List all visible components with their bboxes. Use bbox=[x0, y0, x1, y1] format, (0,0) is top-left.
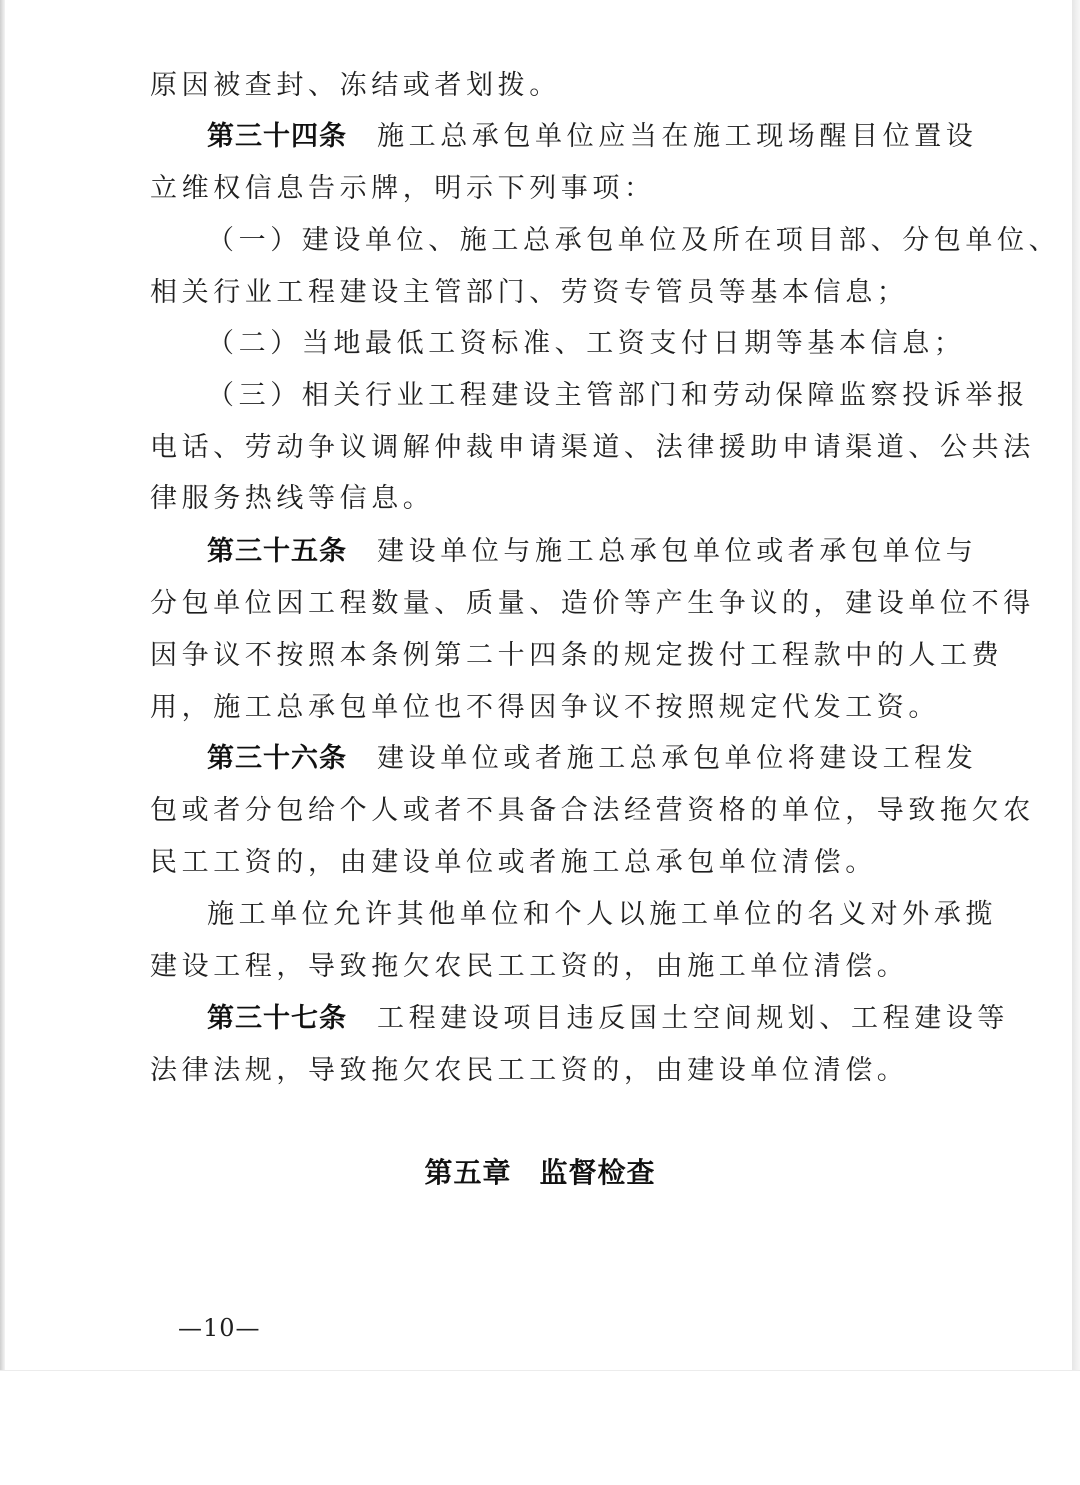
list-item-3: （三）相关行业工程建设主管部门和劳动保障监察投诉举报 bbox=[207, 380, 1029, 411]
text-line: 原因被查封、冻结或者划拨。 bbox=[150, 70, 561, 101]
article-34-text: 施工总承包单位应当在施工现场醒目位置设 bbox=[377, 121, 978, 152]
text-line: 用，施工总承包单位也不得因争议不按照规定代发工资。 bbox=[150, 692, 940, 723]
chapter-title: 监督检查 bbox=[539, 1156, 656, 1189]
page-right-edge bbox=[1072, 0, 1080, 1370]
text-line: 建设工程，导致拖欠农民工工资的，由施工单位清偿。 bbox=[150, 951, 909, 982]
article-35-text: 建设单位与施工总承包单位或者承包单位与 bbox=[377, 536, 978, 567]
article-35-first-line bbox=[207, 534, 978, 570]
text-line: 电话、劳动争议调解仲裁申请渠道、法律援助申请渠道、公共法 bbox=[150, 432, 1035, 463]
text-line: 分包单位因工程数量、质量、造价等产生争议的，建设单位不得 bbox=[150, 588, 1035, 619]
article-35-heading: 第三十五条 bbox=[207, 536, 347, 567]
text-line: 包或者分包给个人或者不具备合法经营资格的单位，导致拖欠农 bbox=[150, 795, 1035, 826]
text-line: 律服务热线等信息。 bbox=[150, 483, 435, 514]
article-36-first-line bbox=[207, 741, 978, 777]
article-37-heading: 第三十七条 bbox=[207, 1003, 347, 1034]
text-line: 因争议不按照本条例第二十四条的规定拨付工程款中的人工费 bbox=[150, 640, 1004, 671]
article-36-text: 建设单位或者施工总承包单位将建设工程发 bbox=[377, 743, 978, 774]
text-line: 立维权信息告示牌，明示下列事项： bbox=[150, 173, 656, 204]
article-34-heading: 第三十四条 bbox=[207, 121, 347, 152]
chapter-number: 第五章 bbox=[424, 1156, 512, 1189]
page-number: —10— bbox=[178, 1314, 261, 1342]
text-line: 民工工资的，由建设单位或者施工总承包单位清偿。 bbox=[150, 847, 877, 878]
text-line: 法律法规，导致拖欠农民工工资的，由建设单位清偿。 bbox=[150, 1055, 909, 1086]
paragraph-first-line: 施工单位允许其他单位和个人以施工单位的名义对外承揽 bbox=[207, 899, 997, 930]
article-37-text: 工程建设项目违反国土空间规划、工程建设等 bbox=[377, 1003, 1009, 1034]
article-37-first-line bbox=[207, 1001, 1009, 1037]
text-line: 相关行业工程建设主管部门、劳资专管员等基本信息； bbox=[150, 277, 909, 308]
list-item-1: （一）建设单位、施工总承包单位及所在项目部、分包单位、 bbox=[207, 225, 1061, 256]
blank-area bbox=[0, 1370, 1080, 1485]
article-36-heading: 第三十六条 bbox=[207, 743, 347, 774]
article-34-first-line bbox=[207, 119, 978, 155]
chapter-heading bbox=[0, 1155, 1080, 1191]
list-item-2: （二）当地最低工资标准、工资支付日期等基本信息； bbox=[207, 328, 966, 359]
